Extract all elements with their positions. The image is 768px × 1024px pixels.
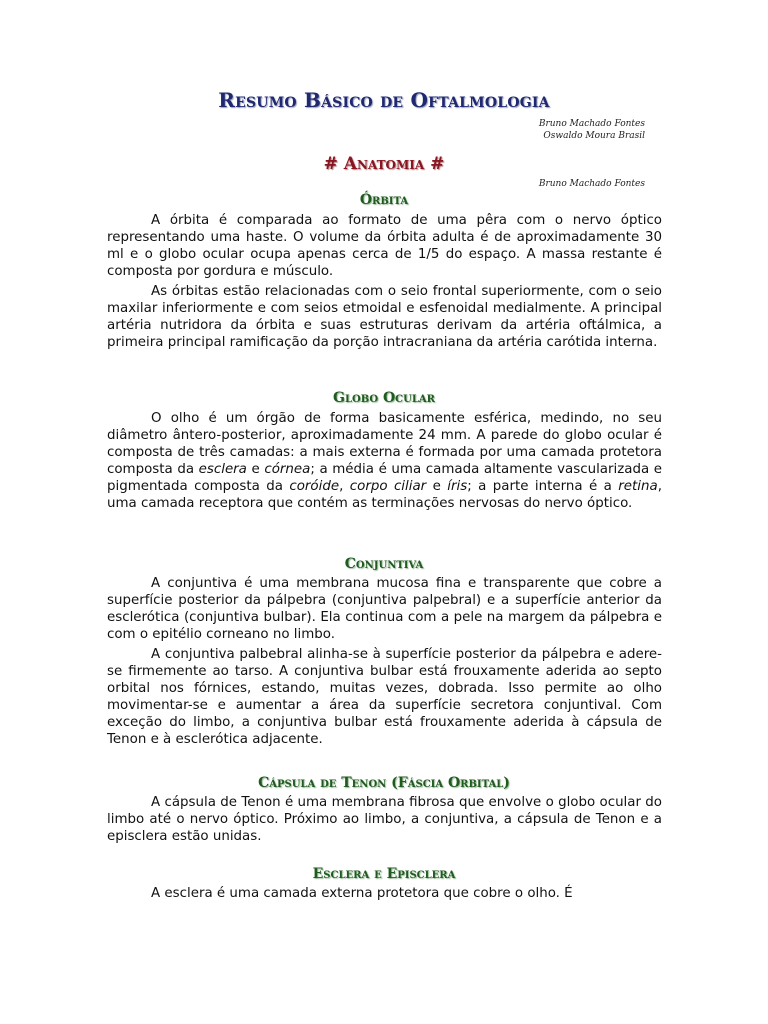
document-title: Resumo Básico de Oftalmologia (218, 88, 550, 112)
heading-orbita: Órbita (359, 192, 409, 208)
paragraph-orbita-2: As órbitas estão relacionadas com o seio frontal superiormente, com o seio maxilar inferiormente e com seios etmoidal e esfenoidal medialmente. A principal artéria nutridora da órbita e suas estruturas derivam da artéria oftálmica, a primeira principal ramificação da porção intracraniana da artéria carótida interna. (107, 284, 662, 350)
paragraph-conjuntiva-1: A conjuntiva é uma membrana mucosa fina e transparente que cobre a superfície posterior da pálpebra (conjuntiva palpebral) e a superfície anterior da esclerótica (conjuntiva bulbar). Ela continua com a pele na margem da pálpebra e com o epitélio corneano no limbo. (107, 576, 662, 642)
paragraph-globo-ocular: O olho é um órgão de forma basicamente esférica, medindo, no seu diâmetro ântero-posterior, aproximadamente 24 mm. A parede do globo ocular é composta de três camadas: a mais externa é formada por uma camada protetora composta da esclera e córnea; a média é uma camada altamente vascularizada e pigmentada composta da coróide, corpo ciliar e íris; a parte interna é a retina, uma camada receptora que contém as terminações nervosas do nervo óptico. (107, 411, 662, 511)
paragraph-capsula-de-tenon: A cápsula de Tenon é uma membrana fibrosa que envolve o globo ocular do limbo até o nervo óptico. Próximo ao limbo, a conjuntiva, a cápsula de Tenon e a episclera estão unidas. (107, 795, 662, 844)
heading-esclera: Esclera e Episclera (312, 866, 456, 882)
paragraph-orbita-1: A órbita é comparada ao formato de uma pêra com o nervo óptico representando uma haste. O volume da órbita adulta é de aproximadamente 30 ml e o globo ocular ocupa apenas cerca de 1/5 do espaço. A massa restante é composta por gordura e músculo. (107, 213, 662, 279)
author-1: Bruno Machado Fontes (538, 119, 645, 129)
paragraph-esclera: A esclera é uma camada externa protetora que cobre o olho. É (151, 886, 573, 901)
heading-conjuntiva: Conjuntiva (344, 556, 424, 572)
section-title: # Anatomia # (323, 154, 445, 174)
section-author: Bruno Machado Fontes (538, 179, 645, 189)
author-2: Oswaldo Moura Brasil (543, 131, 645, 141)
paragraph-conjuntiva-2: A conjuntiva palbebral alinha-se à superfície posterior da pálpebra e adere-se firmemente ao tarso. A conjuntiva bulbar está frouxamente aderida ao septo orbital nos fórnices, estando, muitas vezes, dobrada. Isso permite ao olho movimentar-se e aumentar a área da superfície secretora conjuntival. Com exceção do limbo, a conjuntiva bulbar está frouxamente aderida à cápsula de Tenon e à esclerótica adjacente. (107, 647, 662, 747)
heading-globo-ocular: Globo Ocular (333, 390, 435, 406)
heading-capsula-de-tenon: Cápsula de Tenon (Fáscia Orbital) (258, 775, 510, 791)
